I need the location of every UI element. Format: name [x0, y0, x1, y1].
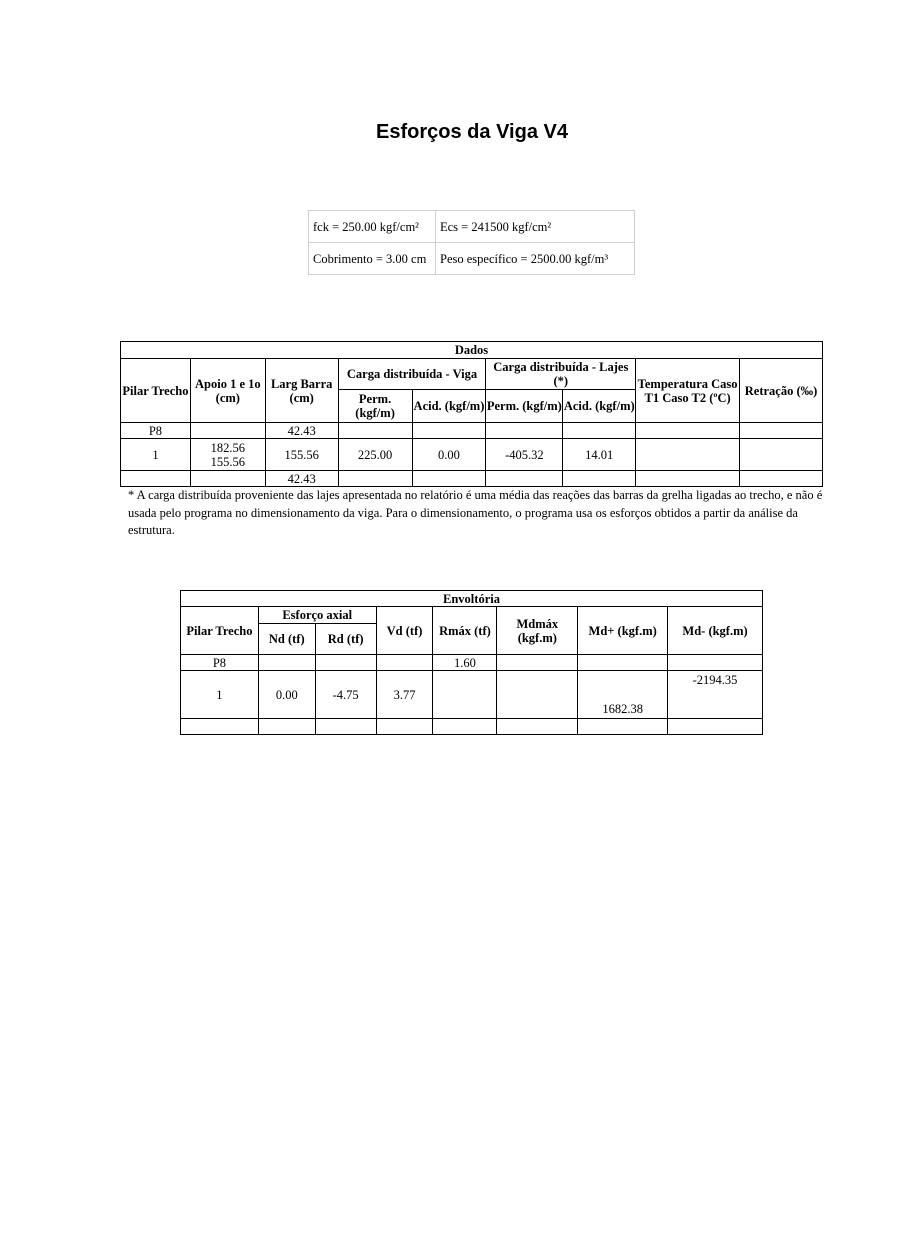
- cell-lajes-acid: 14.01: [563, 439, 636, 471]
- cell-temperatura: [636, 439, 740, 471]
- cell-pilar: [121, 471, 191, 487]
- col-md-minus: Md- (kgf.m): [668, 607, 763, 655]
- cell-md-minus: -2194.35: [668, 671, 763, 719]
- cell-retracao: [740, 439, 823, 471]
- col-apoio: Apoio 1 e 1o (cm): [190, 359, 265, 423]
- envoltoria-caption: Envoltória: [181, 591, 763, 607]
- apoio-value-2: 155.56: [210, 454, 245, 469]
- col-esforco-axial: Esforço axial: [258, 607, 376, 624]
- dados-caption: Dados: [121, 342, 823, 359]
- peso-especifico-value: Peso específico = 2500.00 kgf/m³: [436, 243, 635, 275]
- ecs-value: Ecs = 241500 kgf/cm²: [436, 211, 635, 243]
- cell-lajes-acid: [563, 471, 636, 487]
- col-temperatura: Temperatura Caso T1 Caso T2 (ºC): [636, 359, 740, 423]
- cell-mdmax: [497, 671, 578, 719]
- cell-larg: 155.56: [265, 439, 338, 471]
- cell-vd: 3.77: [376, 671, 433, 719]
- cell-rmax: 1.60: [433, 655, 497, 671]
- cell-md-plus: [578, 719, 668, 735]
- cobrimento-value: Cobrimento = 3.00 cm: [309, 243, 436, 275]
- cell-md-plus: [578, 655, 668, 671]
- cell-temperatura: [636, 471, 740, 487]
- apoio-value-1: 182.56: [210, 440, 245, 455]
- cell-nd: 0.00: [258, 671, 315, 719]
- col-rd: Rd (tf): [315, 624, 376, 655]
- envoltoria-table: [180, 590, 763, 735]
- col-rmax: Rmáx (tf): [433, 607, 497, 655]
- table-row: [181, 719, 763, 735]
- cell-mdmax: [497, 719, 578, 735]
- dados-table: [120, 341, 823, 487]
- cell-rd: -4.75: [315, 671, 376, 719]
- col-viga-perm: Perm. (kgf/m): [338, 390, 412, 423]
- col-lajes-perm: Perm. (kgf/m): [486, 390, 563, 423]
- cell-lajes-perm: [486, 423, 563, 439]
- col-nd: Nd (tf): [258, 624, 315, 655]
- col-retracao: Retração (‰): [740, 359, 823, 423]
- cell-rd: [315, 655, 376, 671]
- cell-pilar: P8: [181, 655, 259, 671]
- cell-viga-perm: [338, 423, 412, 439]
- cell-retracao: [740, 471, 823, 487]
- col-md-plus: Md+ (kgf.m): [578, 607, 668, 655]
- col-lajes-acid: Acid. (kgf/m): [563, 390, 636, 423]
- cell-viga-perm: [338, 471, 412, 487]
- cell-apoio: [190, 439, 265, 471]
- cell-pilar: [181, 719, 259, 735]
- cell-md-plus: 1682.38: [578, 671, 668, 719]
- cell-md-minus: [668, 719, 763, 735]
- cell-nd: [258, 719, 315, 735]
- cell-viga-acid: 0.00: [412, 439, 486, 471]
- col-carga-viga: Carga distribuída - Viga: [338, 359, 486, 390]
- cell-apoio: [190, 423, 265, 439]
- cell-viga-acid: [412, 471, 486, 487]
- cell-lajes-acid: [563, 423, 636, 439]
- cell-lajes-perm: [486, 471, 563, 487]
- cell-pilar: P8: [121, 423, 191, 439]
- page-title: Esforços da Viga V4: [376, 121, 568, 143]
- cell-larg: 42.43: [265, 423, 338, 439]
- table-row: [181, 671, 763, 719]
- cell-temperatura: [636, 423, 740, 439]
- cell-apoio: [190, 471, 265, 487]
- col-pilar-trecho: Pilar Trecho: [121, 359, 191, 423]
- material-info-table: [308, 210, 635, 275]
- table-row: [121, 439, 823, 471]
- col-vd: Vd (tf): [376, 607, 433, 655]
- col-pilar-trecho: Pilar Trecho: [181, 607, 259, 655]
- col-larg-barra: Larg Barra (cm): [265, 359, 338, 423]
- table-row: [181, 655, 763, 671]
- cell-rmax: [433, 671, 497, 719]
- cell-md-minus: [668, 655, 763, 671]
- col-carga-lajes: Carga distribuída - Lajes (*): [486, 359, 636, 390]
- cell-mdmax: [497, 655, 578, 671]
- col-viga-acid: Acid. (kgf/m): [412, 390, 486, 423]
- cell-vd: [376, 655, 433, 671]
- cell-vd: [376, 719, 433, 735]
- cell-retracao: [740, 423, 823, 439]
- cell-pilar: 1: [121, 439, 191, 471]
- cell-rmax: [433, 719, 497, 735]
- cell-pilar: 1: [181, 671, 259, 719]
- cell-viga-acid: [412, 423, 486, 439]
- cell-nd: [258, 655, 315, 671]
- cell-rd: [315, 719, 376, 735]
- table-row: [121, 423, 823, 439]
- table-row: [121, 471, 823, 487]
- cell-lajes-perm: -405.32: [486, 439, 563, 471]
- col-mdmax: Mdmáx (kgf.m): [497, 607, 578, 655]
- lajes-footnote: * A carga distribuída proveniente das lajes apresentada no relatório é uma média das reações das barras da grelha ligadas ao trecho, e não é usada pelo programa no dimensionamento da viga. Para o dimensionamento, o programa usa os esforços obtidos a partir da análise da estrutura.: [128, 488, 823, 537]
- cell-viga-perm: 225.00: [338, 439, 412, 471]
- cell-larg: 42.43: [265, 471, 338, 487]
- fck-value: fck = 250.00 kgf/cm²: [309, 211, 436, 243]
